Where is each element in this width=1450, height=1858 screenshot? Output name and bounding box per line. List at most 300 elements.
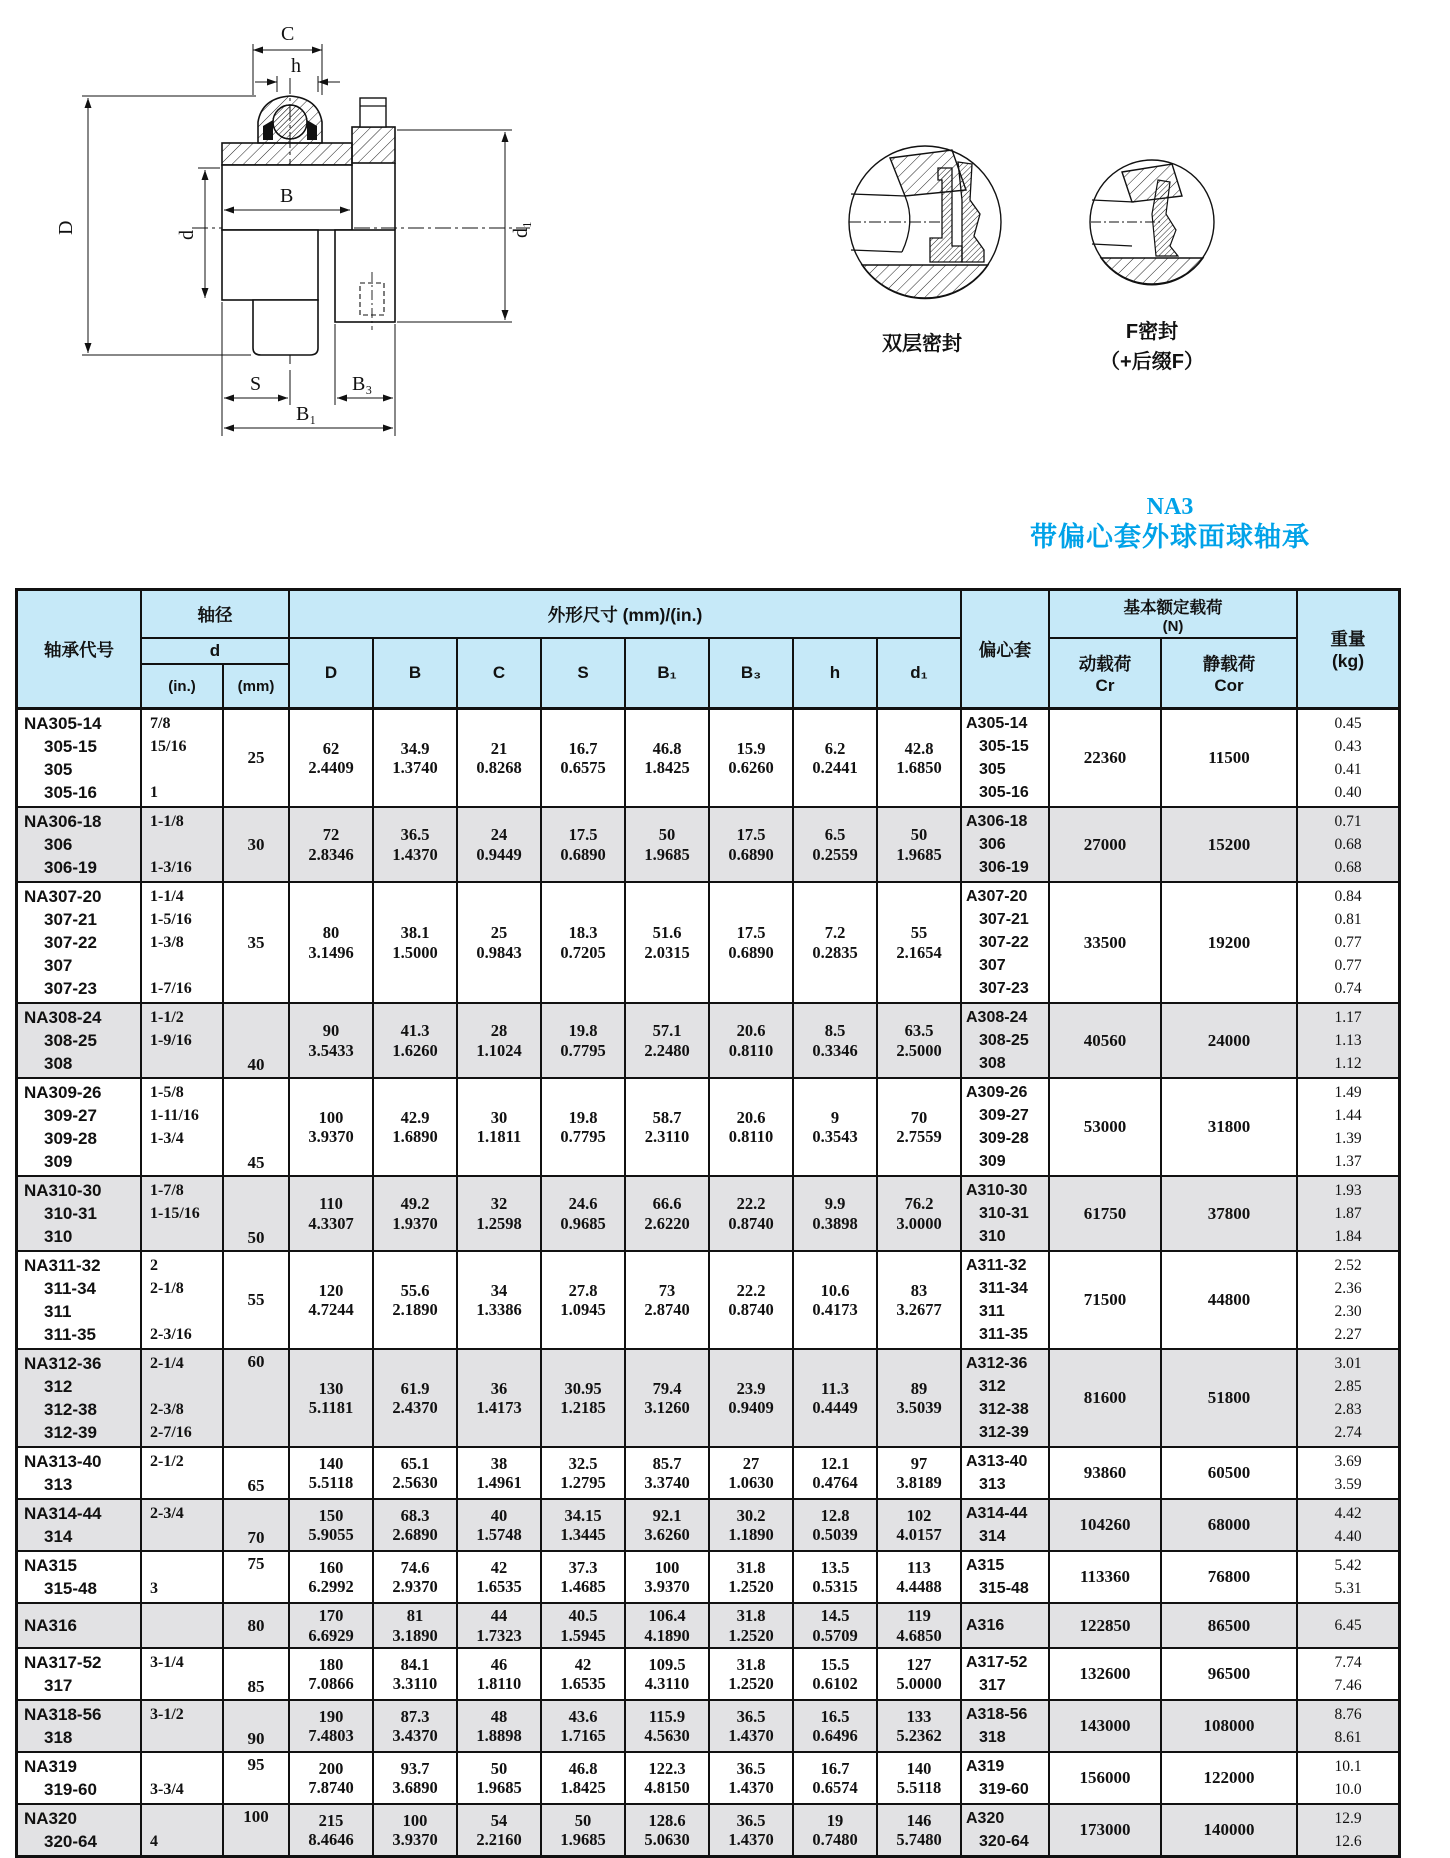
bearing-code-cell xyxy=(18,808,142,881)
dim-cell-C xyxy=(458,1177,542,1250)
sleeve-code-line: A310-30 xyxy=(966,1182,1028,1199)
dim-mm-value: 34.15 xyxy=(564,1505,602,1525)
dim-mm-value: 120 xyxy=(318,1280,344,1300)
dim-inch-value: 5.5118 xyxy=(308,1473,354,1492)
dim-mm-value: 21 xyxy=(490,738,508,758)
weight-cell xyxy=(1298,1004,1398,1077)
sleeve-code-line: A306-18 xyxy=(966,813,1028,830)
sleeve-code-line: A307-20 xyxy=(966,888,1028,905)
header-mm: (mm) xyxy=(224,665,290,707)
dim-mm-value: 76.2 xyxy=(904,1194,934,1213)
dim-cell-B3 xyxy=(710,1079,794,1175)
dim-inch-value: 1.5748 xyxy=(476,1525,522,1544)
f-seal-detail xyxy=(1090,160,1214,285)
dim-mm-value: 30 xyxy=(490,1107,508,1127)
dim-inch-value: 1.4370 xyxy=(728,1726,774,1745)
dim-cell-B1 xyxy=(626,1448,710,1498)
dim-cell-D xyxy=(290,883,374,1002)
dim-mm-value: 130 xyxy=(318,1378,344,1398)
inch-line: 1 xyxy=(150,784,158,801)
dim-inch-value: 0.9409 xyxy=(728,1398,774,1417)
mm-value: 35 xyxy=(247,932,265,952)
mm-value: 100 xyxy=(243,1807,269,1826)
inch-line: 2-1/4 xyxy=(150,1355,184,1372)
dim-mm-value: 73 xyxy=(658,1280,676,1300)
inch-line: 2-1/2 xyxy=(150,1453,184,1470)
dim-mm-value: 133 xyxy=(906,1706,932,1726)
weight-cell xyxy=(1298,1753,1398,1803)
code-line: 320-64 xyxy=(44,1832,97,1851)
cor-value: 44800 xyxy=(1207,1290,1251,1309)
dim-cell-B xyxy=(374,1701,458,1751)
dim-inch-value: 0.5315 xyxy=(812,1577,858,1596)
bearing-code-cell xyxy=(18,1004,142,1077)
dim-inch-value: 0.7480 xyxy=(812,1830,858,1849)
static-load-cell xyxy=(1162,1552,1298,1602)
dim-cell-C xyxy=(458,883,542,1002)
dim-inch-value: 1.6890 xyxy=(392,1127,438,1146)
shaft-dia-in-cell xyxy=(142,1701,224,1751)
sleeve-code-line: 317 xyxy=(979,1677,1006,1694)
dim-mm-value: 42.8 xyxy=(904,738,934,758)
code-line: NA319 xyxy=(24,1757,77,1776)
sleeve-code-line: A315 xyxy=(966,1557,1005,1574)
shaft-dia-in-cell xyxy=(142,1552,224,1602)
weight-line: 1.39 xyxy=(1334,1130,1362,1147)
inch-line xyxy=(142,1225,222,1248)
dim-mm-value: 100 xyxy=(402,1810,428,1830)
dim-cell-S xyxy=(542,1649,626,1699)
dim-cell-h xyxy=(794,1649,878,1699)
dim-cell-h xyxy=(794,1252,878,1348)
dim-inch-value: 0.3346 xyxy=(812,1040,858,1060)
weight-line: 0.77 xyxy=(1334,957,1362,974)
sleeve-code-line: A316 xyxy=(966,1617,1005,1634)
dim-inch-value: 1.3386 xyxy=(476,1300,522,1319)
dim-mm-value: 122.3 xyxy=(648,1758,686,1778)
cr-value: 27000 xyxy=(1083,834,1127,854)
dim-mm-value: 42 xyxy=(490,1557,508,1577)
dim-cell-D xyxy=(290,1177,374,1250)
dim-inch-value: 3.2677 xyxy=(896,1300,942,1319)
dim-inch-value: 0.8110 xyxy=(728,1127,774,1146)
inch-line: 3-1/2 xyxy=(150,1706,184,1723)
weight-line: 2.36 xyxy=(1334,1280,1362,1297)
sleeve-code-line: A312-36 xyxy=(966,1355,1028,1372)
inch-line: 3-3/4 xyxy=(150,1781,184,1798)
dim-inch-value: 5.5118 xyxy=(896,1778,942,1797)
cr-value: 93860 xyxy=(1083,1463,1127,1482)
code-line: 309 xyxy=(44,1152,73,1171)
dim-cell-B1 xyxy=(626,1701,710,1751)
cor-value: 15200 xyxy=(1207,834,1251,854)
cor-value: 51800 xyxy=(1207,1388,1251,1407)
dim-inch-value: 0.6102 xyxy=(812,1674,858,1693)
dim-mm-value: 128.6 xyxy=(648,1810,686,1830)
weight-line: 1.49 xyxy=(1334,1084,1362,1101)
dim-inch-value: 0.2835 xyxy=(812,942,858,962)
dim-cell-C xyxy=(458,1753,542,1803)
dim-inch-value: 2.4409 xyxy=(308,758,354,777)
cor-value: 68000 xyxy=(1207,1515,1251,1534)
dim-cell-h xyxy=(794,808,878,881)
dim-inch-value: 5.0630 xyxy=(644,1830,690,1849)
inch-line: 7/8 xyxy=(150,715,171,732)
dim-inch-value: 7.4803 xyxy=(308,1726,354,1745)
code-line: NA312-36 xyxy=(24,1354,102,1373)
static-load-cell xyxy=(1162,710,1298,806)
dim-inch-value: 8.4646 xyxy=(308,1830,354,1849)
header-static-load: 静载荷 Cor xyxy=(1162,639,1298,707)
dim-cell-S xyxy=(542,1350,626,1446)
dynamic-load-cell xyxy=(1050,1350,1162,1446)
shaft-dia-mm-cell xyxy=(224,1604,290,1647)
dynamic-load-cell xyxy=(1050,1252,1162,1348)
dim-cell-B xyxy=(374,1252,458,1348)
bearing-spec-table xyxy=(15,588,1401,1858)
code-line: 314 xyxy=(44,1527,73,1546)
dim-cell-h xyxy=(794,1177,878,1250)
weight-line: 2.74 xyxy=(1334,1424,1362,1441)
dim-inch-value: 2.5630 xyxy=(392,1473,438,1492)
dim-inch-value: 3.6890 xyxy=(392,1778,438,1797)
weight-line: 0.45 xyxy=(1334,715,1362,732)
dim-mm-value: 81 xyxy=(406,1606,424,1625)
dim-mm-value: 12.1 xyxy=(820,1453,850,1473)
weight-line: 1.12 xyxy=(1334,1055,1362,1072)
header-dim-S: S xyxy=(542,639,626,707)
sleeve-code-line: 319-60 xyxy=(979,1781,1029,1798)
shaft-dia-mm-cell xyxy=(224,1500,290,1550)
dim-mm-value: 16.7 xyxy=(568,738,598,758)
dim-label-C: C xyxy=(281,23,295,45)
dim-inch-value: 3.3740 xyxy=(644,1473,690,1492)
dim-cell-d1 xyxy=(878,1252,962,1348)
dim-cell-B3 xyxy=(710,1500,794,1550)
cr-value: 104260 xyxy=(1079,1515,1131,1534)
table-row xyxy=(18,1805,1398,1855)
static-load-cell xyxy=(1162,1753,1298,1803)
bearing-code-cell xyxy=(18,710,142,806)
inch-line: 1-1/2 xyxy=(150,1009,184,1026)
dim-mm-value: 110 xyxy=(319,1194,343,1213)
series-code: NA3 xyxy=(1146,494,1194,520)
inch-line xyxy=(142,1473,222,1496)
dim-inch-value: 4.8150 xyxy=(644,1778,690,1797)
cr-value: 122850 xyxy=(1079,1615,1131,1635)
cor-value: 86500 xyxy=(1207,1615,1251,1635)
cor-value: 11500 xyxy=(1208,748,1250,767)
inch-line: 3-1/4 xyxy=(150,1654,184,1671)
cor-value: 96500 xyxy=(1207,1664,1251,1683)
sleeve-code-line: 308 xyxy=(979,1055,1006,1072)
dim-mm-value: 50 xyxy=(490,1758,508,1778)
dim-inch-value: 1.8425 xyxy=(560,1778,606,1797)
dim-mm-value: 19.8 xyxy=(568,1021,598,1040)
shaft-dia-in-cell xyxy=(142,883,224,1002)
dim-cell-B xyxy=(374,1177,458,1250)
weight-line: 4.40 xyxy=(1334,1528,1362,1545)
weight-line: 0.74 xyxy=(1334,980,1362,997)
shaft-dia-in-cell xyxy=(142,710,224,806)
code-line: 311-35 xyxy=(44,1325,96,1344)
header-eccentric-sleeve: 偏心套 xyxy=(962,591,1050,707)
dim-inch-value: 0.8740 xyxy=(728,1300,774,1319)
dim-inch-value: 0.7205 xyxy=(560,942,606,962)
dim-mm-value: 36.5 xyxy=(736,1810,766,1830)
dynamic-load-cell xyxy=(1050,1079,1162,1175)
dim-inch-value: 1.2520 xyxy=(728,1674,774,1693)
dim-mm-value: 10.6 xyxy=(820,1280,850,1300)
shaft-dia-mm-cell xyxy=(224,883,290,1002)
code-line: 308-25 xyxy=(44,1031,97,1050)
eccentric-sleeve-cell xyxy=(962,1500,1050,1550)
eccentric-sleeve-cell xyxy=(962,1649,1050,1699)
dim-mm-value: 27.8 xyxy=(568,1280,598,1300)
weight-cell xyxy=(1298,1177,1398,1250)
shaft-dia-in-cell xyxy=(142,1604,224,1647)
cr-value: 156000 xyxy=(1079,1768,1131,1787)
dim-mm-value: 50 xyxy=(574,1810,592,1830)
sleeve-code-line: A319 xyxy=(966,1758,1005,1775)
dim-inch-value: 2.1654 xyxy=(896,942,942,962)
dim-inch-value: 1.4370 xyxy=(392,844,438,864)
code-line: NA308-24 xyxy=(24,1008,102,1027)
dim-cell-d1 xyxy=(878,1448,962,1498)
dim-mm-value: 25 xyxy=(490,923,508,942)
inch-line: 1-1/4 xyxy=(150,888,184,905)
mm-value: 80 xyxy=(247,1615,265,1635)
sleeve-code-line: A309-26 xyxy=(966,1084,1028,1101)
dynamic-load-cell xyxy=(1050,1177,1162,1250)
f-seal-label-line1: F密封 xyxy=(1125,321,1179,343)
dim-cell-S xyxy=(542,1701,626,1751)
eccentric-sleeve-cell xyxy=(962,1350,1050,1446)
weight-line: 8.76 xyxy=(1334,1706,1362,1723)
dim-cell-B3 xyxy=(710,1350,794,1446)
dynamic-load-cell xyxy=(1050,1701,1162,1751)
code-line: 310-31 xyxy=(44,1204,97,1223)
dim-inch-value: 1.5945 xyxy=(560,1625,606,1645)
dim-cell-D xyxy=(290,1004,374,1077)
dim-mm-value: 54 xyxy=(490,1810,508,1830)
inch-line xyxy=(142,1554,222,1577)
dim-mm-value: 106.4 xyxy=(648,1606,686,1625)
eccentric-sleeve-cell xyxy=(962,1604,1050,1647)
dim-inch-value: 0.6496 xyxy=(812,1726,858,1745)
code-line: 311-34 xyxy=(44,1279,96,1298)
dim-cell-B1 xyxy=(626,1177,710,1250)
header-d: d xyxy=(142,639,290,665)
dim-inch-value: 3.3110 xyxy=(392,1674,438,1693)
code-line: NA310-30 xyxy=(24,1181,102,1200)
dim-cell-C xyxy=(458,710,542,806)
dim-inch-value: 3.9370 xyxy=(644,1577,690,1596)
code-line: 306 xyxy=(44,835,73,854)
dim-cell-S xyxy=(542,1177,626,1250)
sleeve-code-line: A320 xyxy=(966,1810,1005,1827)
main-section-view xyxy=(192,78,530,368)
dim-cell-d1 xyxy=(878,1500,962,1550)
dim-inch-value: 3.1890 xyxy=(392,1625,438,1645)
header-dim-h: h xyxy=(794,639,878,707)
code-line: 306-19 xyxy=(44,858,97,877)
dim-inch-value: 1.8898 xyxy=(476,1726,522,1745)
weight-line: 10.1 xyxy=(1334,1758,1362,1775)
dim-cell-C xyxy=(458,1701,542,1751)
dim-cell-h xyxy=(794,1350,878,1446)
dim-mm-value: 146 xyxy=(906,1810,932,1830)
static-load-cell xyxy=(1162,883,1298,1002)
weight-line: 0.77 xyxy=(1334,934,1362,951)
dim-inch-value: 1.2185 xyxy=(560,1398,606,1417)
code-line: 307-23 xyxy=(44,979,97,998)
dim-cell-C xyxy=(458,1350,542,1446)
dim-inch-value: 3.5433 xyxy=(308,1040,354,1060)
dim-mm-value: 36.5 xyxy=(400,825,430,844)
dim-inch-value: 1.6850 xyxy=(896,758,942,777)
weight-cell xyxy=(1298,1552,1398,1602)
dim-inch-value: 1.9685 xyxy=(476,1778,522,1797)
dim-cell-h xyxy=(794,1604,878,1647)
bearing-technical-drawing xyxy=(0,0,1450,480)
dim-mm-value: 115.9 xyxy=(648,1706,686,1726)
sleeve-code-line: A318-56 xyxy=(966,1706,1028,1723)
code-line: NA307-20 xyxy=(24,887,102,906)
dim-inch-value: 1.1024 xyxy=(476,1040,522,1060)
weight-line: 0.81 xyxy=(1334,911,1362,928)
dim-cell-B1 xyxy=(626,1604,710,1647)
dim-inch-value: 2.7559 xyxy=(896,1127,942,1146)
dim-inch-value: 1.2795 xyxy=(560,1473,606,1492)
weight-cell xyxy=(1298,1350,1398,1446)
weight-cell xyxy=(1298,1252,1398,1348)
header-basic-load-rating: 基本额定载荷 (N) xyxy=(1050,591,1298,639)
dim-mm-value: 42 xyxy=(574,1654,592,1674)
sleeve-code-line: 310-31 xyxy=(979,1205,1029,1222)
dim-mm-value: 31.8 xyxy=(736,1606,766,1625)
weight-line: 1.13 xyxy=(1334,1032,1362,1049)
dim-cell-B3 xyxy=(710,1753,794,1803)
inch-line: 2-3/4 xyxy=(150,1505,184,1522)
dim-inch-value: 2.1890 xyxy=(392,1300,438,1319)
inch-line xyxy=(142,1726,222,1749)
dim-inch-value: 1.7165 xyxy=(560,1726,606,1745)
dim-cell-d1 xyxy=(878,808,962,881)
dim-inch-value: 1.6535 xyxy=(560,1674,606,1693)
dim-cell-C xyxy=(458,1079,542,1175)
code-line: NA305-14 xyxy=(24,714,102,733)
dim-inch-value: 0.6890 xyxy=(728,942,774,962)
code-line: NA315 xyxy=(24,1556,77,1575)
dim-inch-value: 0.6890 xyxy=(728,844,774,864)
weight-line: 2.83 xyxy=(1334,1401,1362,1418)
dim-cell-B1 xyxy=(626,1079,710,1175)
dim-mm-value: 66.6 xyxy=(652,1194,682,1213)
dim-inch-value: 1.8425 xyxy=(644,758,690,777)
sleeve-code-line: 313 xyxy=(979,1476,1006,1493)
dim-cell-D xyxy=(290,1500,374,1550)
dim-cell-h xyxy=(794,1004,878,1077)
dim-cell-B3 xyxy=(710,1252,794,1348)
inch-line: 1-3/16 xyxy=(150,859,192,876)
dim-mm-value: 12.8 xyxy=(820,1505,850,1525)
dim-mm-value: 30.2 xyxy=(736,1505,766,1525)
dim-cell-S xyxy=(542,710,626,806)
inch-line: 1-3/8 xyxy=(150,934,184,951)
inch-line: 1-3/4 xyxy=(150,1130,184,1147)
shaft-dia-in-cell xyxy=(142,1753,224,1803)
sleeve-code-line: A317-52 xyxy=(966,1654,1028,1671)
dim-inch-value: 0.8740 xyxy=(728,1213,774,1233)
dim-cell-S xyxy=(542,1500,626,1550)
code-line: 305 xyxy=(44,760,73,779)
dim-inch-value: 0.9449 xyxy=(476,844,522,864)
shaft-dia-mm-cell xyxy=(224,1350,290,1446)
dim-mm-value: 70 xyxy=(910,1107,928,1127)
inch-line: 1-9/16 xyxy=(150,1032,192,1049)
sleeve-code-line: 318 xyxy=(979,1729,1006,1746)
page-title xyxy=(900,494,1440,553)
dim-inch-value: 2.8346 xyxy=(308,844,354,864)
dim-mm-value: 46.8 xyxy=(652,738,682,758)
dim-inch-value: 1.4685 xyxy=(560,1577,606,1596)
dim-cell-h xyxy=(794,1701,878,1751)
weight-line: 6.45 xyxy=(1334,1617,1362,1634)
inch-line xyxy=(142,1755,222,1778)
header-dim-B3: B₃ xyxy=(710,639,794,707)
dim-cell-C xyxy=(458,1252,542,1348)
cor-value: 37800 xyxy=(1207,1203,1251,1223)
dim-mm-value: 22.2 xyxy=(736,1194,766,1213)
dim-cell-B3 xyxy=(710,808,794,881)
shaft-dia-in-cell xyxy=(142,1177,224,1250)
dim-mm-value: 92.1 xyxy=(652,1505,682,1525)
dim-mm-value: 51.6 xyxy=(652,923,682,942)
cr-value: 113360 xyxy=(1079,1567,1131,1586)
dim-cell-C xyxy=(458,1649,542,1699)
dim-cell-B1 xyxy=(626,1350,710,1446)
dim-cell-D xyxy=(290,1805,374,1855)
cor-value: 19200 xyxy=(1207,932,1251,952)
bearing-code-cell xyxy=(18,1448,142,1498)
table-row xyxy=(18,1177,1398,1252)
sleeve-code-line: 310 xyxy=(979,1228,1006,1245)
dim-mm-value: 46 xyxy=(490,1654,508,1674)
dim-cell-h xyxy=(794,710,878,806)
dim-mm-value: 34.9 xyxy=(400,738,430,758)
mm-value: 50 xyxy=(247,1228,265,1247)
weight-cell xyxy=(1298,1448,1398,1498)
dim-mm-value: 97 xyxy=(910,1453,928,1473)
weight-cell xyxy=(1298,1604,1398,1647)
dim-mm-value: 83 xyxy=(910,1280,928,1300)
mm-value: 60 xyxy=(247,1352,265,1371)
dim-mm-value: 68.3 xyxy=(400,1505,430,1525)
dim-cell-C xyxy=(458,1552,542,1602)
bearing-code-cell xyxy=(18,1649,142,1699)
dim-inch-value: 0.8268 xyxy=(476,758,522,777)
eccentric-sleeve-cell xyxy=(962,1448,1050,1498)
bearing-code-cell xyxy=(18,1079,142,1175)
dynamic-load-cell xyxy=(1050,710,1162,806)
code-line: NA314-44 xyxy=(24,1504,102,1523)
dim-mm-value: 7.2 xyxy=(824,923,846,942)
cor-value: 24000 xyxy=(1207,1030,1251,1050)
dim-inch-value: 1.9370 xyxy=(392,1213,438,1233)
dim-cell-B3 xyxy=(710,1004,794,1077)
dynamic-load-cell xyxy=(1050,1805,1162,1855)
